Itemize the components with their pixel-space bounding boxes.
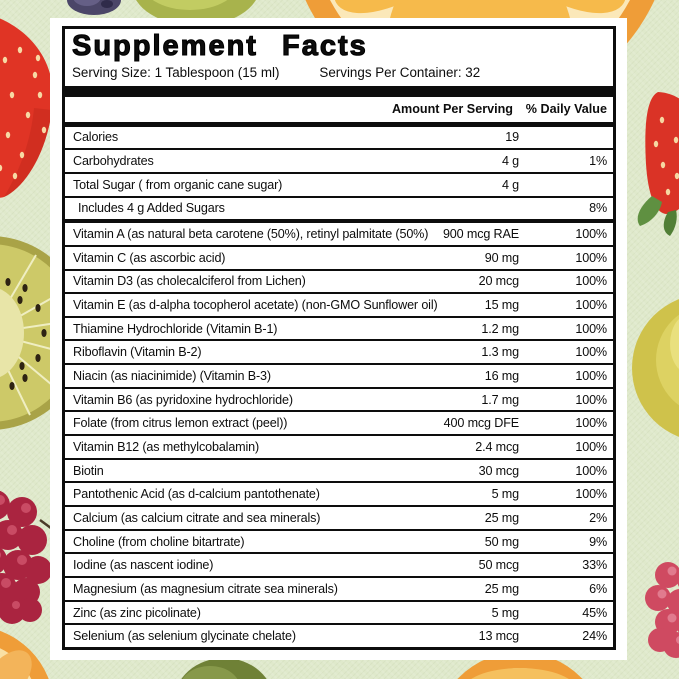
nutrient-amount: 5 mg	[491, 487, 519, 502]
nutrient-daily-value: 24%	[582, 629, 607, 644]
nutrient-amount: 400 mcg DFE	[443, 416, 519, 431]
table-row	[65, 410, 613, 434]
nutrient-name: Selenium (as selenium glycinate chelate)	[73, 629, 296, 644]
table-row	[65, 219, 613, 245]
nutrient-daily-value: 100%	[575, 227, 607, 242]
nutrient-amount: 90 mg	[484, 250, 519, 265]
nutrient-amount: 30 mcg	[478, 463, 519, 478]
nutrient-daily-value: 100%	[575, 321, 607, 336]
table-row	[65, 458, 613, 482]
nutrient-daily-value: 100%	[575, 368, 607, 383]
supplement-facts-table	[62, 26, 616, 650]
nutrient-daily-value: 100%	[575, 487, 607, 502]
nutrient-amount: 50 mg	[484, 534, 519, 549]
nutrient-name: Niacin (as niacinimide) (Vitamin B-3)	[73, 368, 271, 383]
serving-size-text: Serving Size: 1 Tablespoon (15 ml)	[72, 64, 280, 80]
nutrient-amount: 50 mcg	[478, 558, 519, 573]
nutrient-name: Zinc (as zinc picolinate)	[73, 605, 201, 620]
nutrient-rows	[65, 127, 613, 647]
nutrient-amount: 1.2 mg	[481, 321, 519, 336]
nutrient-amount: 16 mg	[484, 368, 519, 383]
table-row	[65, 127, 613, 149]
thick-divider-bar	[65, 86, 613, 97]
table-row	[65, 196, 613, 220]
supplement-facts-panel	[50, 18, 627, 660]
table-row	[65, 245, 613, 269]
servings-per-container-text: Servings Per Container: 32	[319, 64, 481, 80]
table-row	[65, 269, 613, 293]
nutrient-daily-value: 6%	[589, 581, 607, 596]
nutrient-amount: 1.7 mg	[481, 392, 519, 407]
nutrient-name: Magnesium (as magnesium citrate sea minerals)	[73, 581, 338, 596]
nutrient-name: Vitamin B6 (as pyridoxine hydrochloride)	[73, 392, 293, 407]
nutrient-daily-value: 9%	[589, 534, 607, 549]
nutrient-name: Vitamin A (as natural beta carotene (50%), retinyl palmitate (50%)	[73, 227, 429, 242]
nutrient-daily-value: 100%	[575, 439, 607, 454]
table-row	[65, 623, 613, 647]
nutrient-name: Calcium (as calcium citrate and sea minerals)	[73, 510, 321, 525]
nutrient-daily-value: 100%	[575, 345, 607, 360]
amount-column-header: Amount Per Serving	[391, 102, 513, 117]
nutrient-name: Vitamin E (as d-alpha tocopherol acetate) (non-GMO Sunflower oil)	[73, 298, 438, 312]
nutrient-daily-value: 1%	[589, 154, 607, 169]
nutrient-amount: 2.4 mcg	[475, 439, 519, 454]
nutrient-daily-value: 8%	[589, 201, 607, 216]
table-row	[65, 600, 613, 624]
table-row	[65, 292, 613, 316]
blueberry-icon	[67, 0, 121, 15]
nutrient-name: Folate (from citrus lemon extract (peel))	[73, 416, 288, 431]
table-row	[65, 505, 613, 529]
panel-header	[65, 29, 613, 86]
panel-title: Supplement Facts	[72, 30, 368, 62]
serving-info	[72, 65, 605, 80]
lemon-icon	[632, 294, 679, 442]
nutrient-name: Includes 4 g Added Sugars	[78, 201, 225, 216]
nutrient-name: Biotin	[73, 463, 104, 478]
nutrient-amount: 4 g	[501, 177, 519, 192]
nutrient-name: Carbohydrates	[73, 154, 154, 169]
table-row	[65, 481, 613, 505]
nutrient-daily-value: 100%	[575, 274, 607, 289]
table-row	[65, 339, 613, 363]
nutrient-daily-value: 100%	[575, 463, 607, 478]
table-row	[65, 363, 613, 387]
nutrient-amount: 13 mcg	[478, 629, 519, 644]
nutrient-daily-value: 100%	[575, 416, 607, 431]
nutrient-name: Iodine (as nascent iodine)	[73, 558, 214, 573]
nutrient-name: Riboflavin (Vitamin B-2)	[73, 345, 202, 360]
nutrient-name: Total Sugar ( from organic cane sugar)	[73, 177, 283, 192]
nutrient-amount: 15 mg	[484, 298, 519, 312]
nutrient-daily-value: 100%	[575, 298, 607, 312]
nutrient-name: Pantothenic Acid (as d-calcium pantothenate)	[73, 487, 320, 502]
table-row	[65, 576, 613, 600]
nutrient-amount: 20 mcg	[478, 274, 519, 289]
nutrient-daily-value: 45%	[582, 605, 607, 620]
nutrient-daily-value: 2%	[589, 510, 607, 525]
nutrient-amount: 900 mcg RAE	[442, 227, 519, 242]
nutrient-name: Vitamin D3 (as cholecalciferol from Lichen)	[73, 274, 306, 289]
table-row	[65, 316, 613, 340]
nutrient-name: Vitamin C (as ascorbic acid)	[73, 250, 226, 265]
nutrient-name: Choline (from choline bitartrate)	[73, 534, 245, 549]
raspberry-right-icon	[645, 562, 679, 658]
nutrient-daily-value: 100%	[575, 392, 607, 407]
table-row	[65, 434, 613, 458]
column-header-row	[65, 97, 613, 122]
daily-value-column-header: % Daily Value	[525, 102, 607, 117]
table-row	[65, 552, 613, 576]
table-row	[65, 172, 613, 196]
nutrient-daily-value: 100%	[575, 250, 607, 265]
nutrient-amount: 25 mg	[484, 510, 519, 525]
nutrient-amount: 4 g	[501, 154, 519, 169]
nutrient-amount: 5 mg	[491, 605, 519, 620]
nutrient-name: Thiamine Hydrochloride (Vitamin B-1)	[73, 321, 278, 336]
nutrient-amount: 19	[505, 130, 519, 145]
nutrient-name: Vitamin B12 (as methylcobalamin)	[73, 439, 260, 454]
lime-bottom-icon	[174, 658, 274, 679]
strawberry-right-icon	[638, 92, 679, 236]
nutrient-amount: 25 mg	[484, 581, 519, 596]
nutrient-name: Calories	[73, 130, 118, 145]
table-row	[65, 529, 613, 553]
nutrient-daily-value: 33%	[582, 558, 607, 573]
table-row	[65, 148, 613, 172]
strawberry-icon	[0, 10, 53, 198]
nutrient-amount: 1.3 mg	[481, 345, 519, 360]
orange-wedge-icon	[0, 626, 54, 679]
table-row	[65, 387, 613, 411]
